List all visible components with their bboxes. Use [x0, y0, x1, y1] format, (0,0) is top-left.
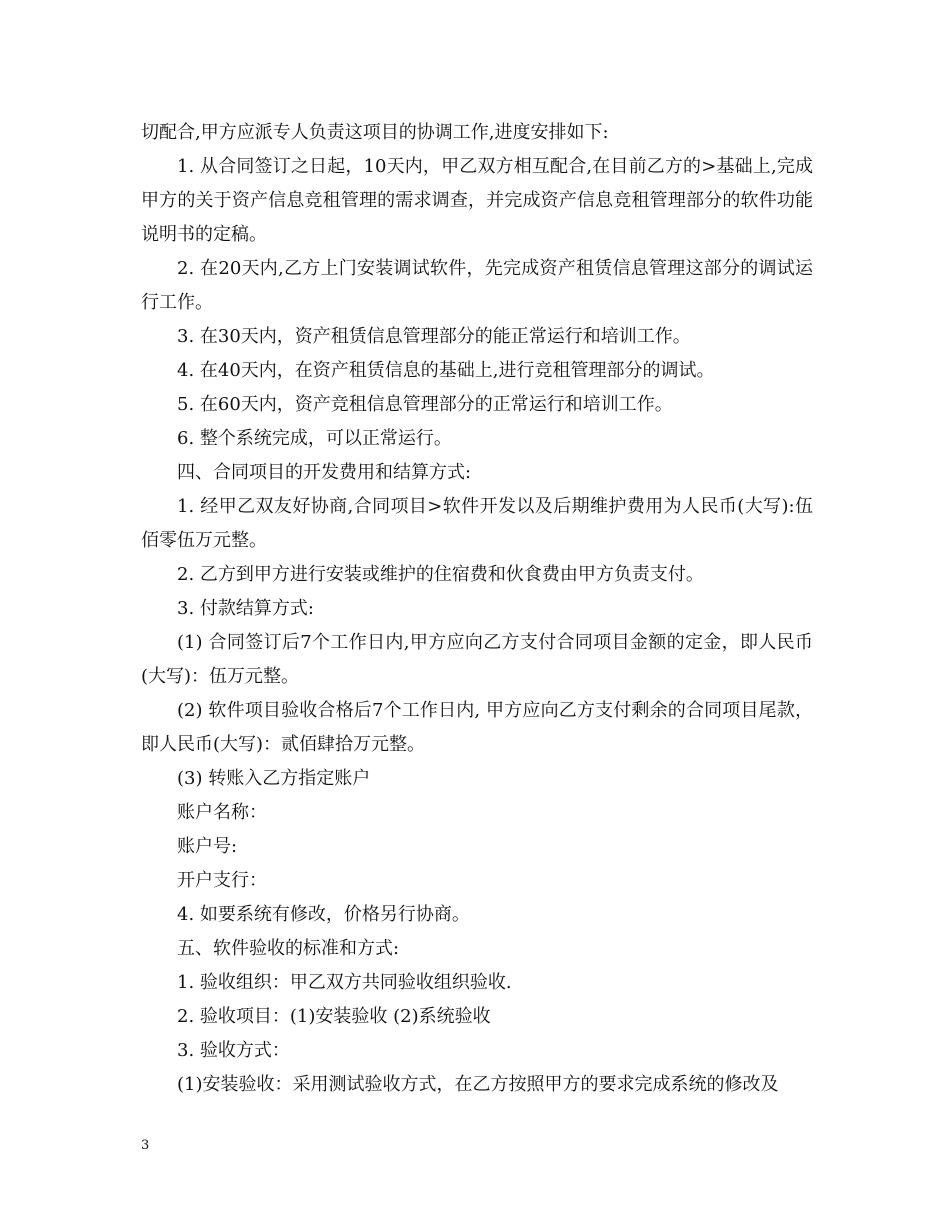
paragraph: (3) 转账入乙方指定账户	[177, 768, 371, 789]
paragraph: 2. 乙方到甲方进行安装或维护的住宿费和伙食费由甲方负责支付。	[177, 564, 704, 585]
paragraph: 2. 在20天内,乙方上门安装调试软件，先完成资产租赁信息管理这部分的调试运行工作。	[141, 258, 813, 313]
paragraph: 1. 从合同签订之日起，10天内，甲乙双方相互配合,在目前乙方的>基础上,完成甲方的关于资产信息竞租管理的需求调查，并完成资产信息竞租管理部分的软件功能说明书的定稿。	[141, 156, 813, 245]
paragraph: 切配合,甲方应派专人负责这项目的协调工作,进度安排如下:	[141, 122, 609, 143]
account-name-label: 账户名称：	[177, 802, 267, 823]
paragraph: 4. 如要系统有修改，价格另行协商。	[177, 904, 470, 925]
paragraph: 3. 在30天内，资产租赁信息管理部分的能正常运行和培训工作。	[177, 326, 691, 347]
page-number: 3	[141, 1138, 150, 1153]
paragraph: 4. 在40天内，在资产租赁信息的基础上,进行竞租管理部分的调试。	[177, 360, 715, 381]
document-body	[141, 116, 813, 1102]
bank-branch-label: 开户支行：	[177, 870, 267, 891]
section-heading: 四、合同项目的开发费用和结算方式:	[177, 462, 472, 483]
paragraph: (2) 软件项目验收合格后7个工作日内, 甲方应向乙方支付剩余的合同项目尾款，即人民币(大写)：贰佰肆拾万元整。	[141, 700, 813, 755]
account-number-label: 账户号:	[177, 836, 238, 857]
paragraph: 2. 验收项目：(1)安装验收 (2)系统验收	[177, 1006, 491, 1027]
paragraph: 1. 验收组织：甲乙双方共同验收组织验收.	[177, 972, 512, 993]
paragraph: 3. 付款结算方式:	[177, 598, 314, 619]
paragraph: 5. 在60天内，资产竞租信息管理部分的正常运行和培训工作。	[177, 394, 673, 415]
paragraph: 3. 验收方式：	[177, 1040, 290, 1061]
paragraph: 6. 整个系统完成，可以正常运行。	[177, 428, 452, 449]
paragraph: (1) 合同签订后7个工作日内,甲方应向乙方支付合同项目金额的定金，即人民币(大写)：伍万元整。	[141, 632, 813, 687]
paragraph: 1. 经甲乙双友好协商,合同项目>软件开发以及后期维护费用为人民币(大写):伍佰零伍万元整。	[141, 496, 813, 551]
section-heading: 五、软件验收的标准和方式:	[177, 938, 400, 959]
paragraph: (1)安装验收：采用测试验收方式，在乙方按照甲方的要求完成系统的修改及	[177, 1074, 779, 1095]
